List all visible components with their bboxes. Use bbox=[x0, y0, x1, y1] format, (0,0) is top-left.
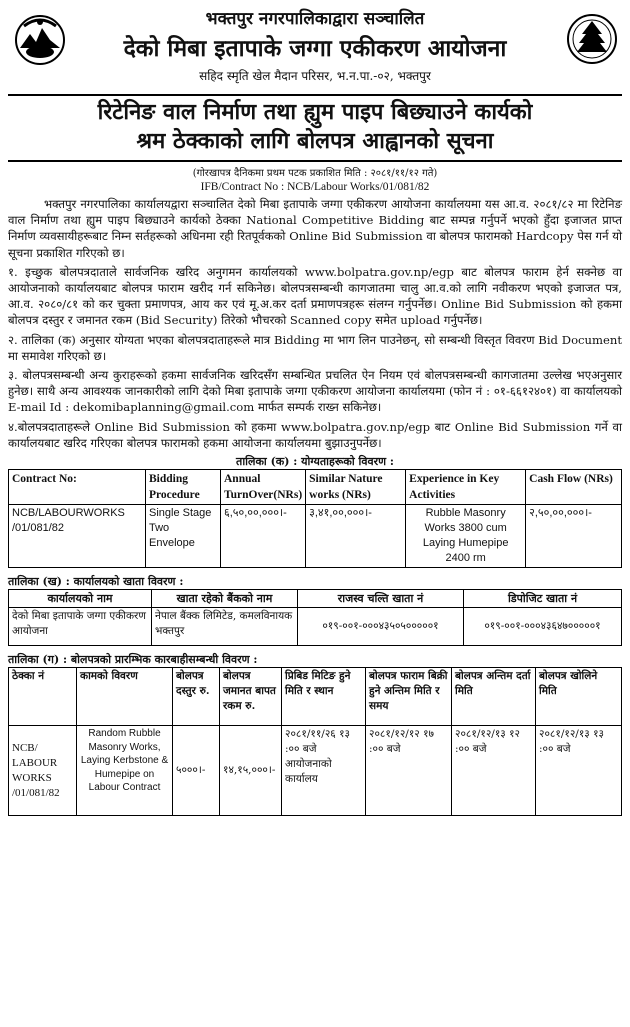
bid-process-table bbox=[8, 667, 622, 816]
municipality-seal-icon bbox=[566, 12, 618, 66]
table-header-cell: कामको विवरण bbox=[77, 668, 173, 726]
project-name: देको मिबा इतापाके जग्गा एकीकरण आयोजना bbox=[123, 36, 507, 62]
point-1: १. इच्छुक बोलपत्रदाताले सार्वजनिक खरिद अनुगमन कार्यालयको www.bolpatra.gov.np/egp बाट बोलपत्र फाराम हेर्न सक्नेछ वा आयोजनाको कार्यालयबाट बोलपत्र फाराम खरीद गर्न सकिनेछ। बोलपत्रसम्बन्धी कागजातमा चालु आ.व.को लागि नवीकरण भएको इजाजत पत्र, आ.व. २०८०/८१ को कर चुक्ता प्रमाणपत्र, आय कर एवं मू.अ.कर दर्ता प्रमाणपत्रहरू संलग्न गर्नुपर्नेछ। Online Bid Submission को हकमा बोलपत्र दस्तुर र जमानत रकम (Bid Security) तिरेको भौचरको Scanned copy समेत upload गर्नुपर्नेछ। bbox=[8, 264, 622, 328]
publication-date: (गोरखापत्र दैनिकमा प्रथम पटक प्रकाशित मिति : २०८१/११/१२ गते) bbox=[192, 168, 438, 179]
table-cell: Rubble Masonry Works 3800 cum Laying Humepipe 2400 rm bbox=[406, 505, 526, 568]
table-header-cell: बोलपत्र खोलिने मिति bbox=[536, 668, 622, 726]
table-header-row bbox=[9, 668, 622, 726]
table-header-cell: ठेक्का नं bbox=[9, 668, 77, 726]
table-header-cell: Annual TurnOver(NRs) bbox=[221, 470, 306, 505]
table-cell: २०८१/११/२६ १३ :०० बजे आयोजनाको कार्यालय bbox=[282, 726, 366, 816]
table-header-cell: Bidding Procedure bbox=[146, 470, 221, 505]
table-header-cell: डिपोजिट खाता नं bbox=[464, 590, 622, 608]
table-cell: २,५०,००,०००।- bbox=[526, 505, 622, 568]
point-3: ३. बोलपत्रसम्बन्धी अन्य कुराहरूको हकमा सार्वजनिक खरिदसँग सम्बन्धित प्रचलित ऐन नियम एवं बोलपत्रसम्बन्धी कागजातमा उल्लेख भएअनुसार हुनेछ। साथै अन्य आवश्यक जानकारीको लागि देको मिबा इतापाके जग्गा एकीकरण आयोजना कार्यालयमा (फोन नं : ०१-६६१२४०१) वा कार्यालयको E-mail Id : dekomibaplanning@gmail.com मार्फत सम्पर्क राख्न सकिनेछ। bbox=[8, 368, 622, 415]
intro-paragraph bbox=[8, 196, 622, 261]
title-line-1: रिटेनिङ वाल निर्माण तथा ह्युम पाइप बिछ्याउने कार्यको bbox=[97, 100, 533, 125]
table-header-cell: खाता रहेको बैंकको नाम bbox=[152, 590, 298, 608]
table-header-row bbox=[9, 470, 622, 505]
table-header-row bbox=[9, 590, 622, 608]
table-cell: देको मिबा इतापाके जग्गा एकीकरण आयोजना bbox=[9, 608, 152, 646]
table-row bbox=[9, 505, 622, 568]
table-row bbox=[9, 726, 622, 816]
table-header-cell: Experience in Key Activities bbox=[406, 470, 526, 505]
table-header-cell: Contract No: bbox=[9, 470, 146, 505]
title-line-2: श्रम ठेक्काको लागि बोलपत्र आह्वानको सूचना bbox=[136, 129, 494, 154]
table-cell: २०८१/१२/१२ १७ :०० बजे bbox=[366, 726, 452, 816]
table-cell: Single Stage Two Envelope bbox=[146, 505, 221, 568]
organization-line: भक्तपुर नगरपालिकाद्वारा सञ्चालित bbox=[205, 9, 425, 29]
table-ga-caption: तालिका (ग) : बोलपत्रको प्रारम्भिक कारबाहीसम्बन्धी विवरण : bbox=[8, 653, 258, 667]
bank-account-table bbox=[8, 589, 622, 646]
table-kha-caption: तालिका (ख) : कार्यालयको खाता विवरण : bbox=[8, 575, 184, 589]
table-cell: ०१९-००१-०००४३५०५०००००१ bbox=[298, 608, 464, 646]
intro-text: भक्तपुर नगरपालिका कार्यालयद्वारा सञ्चालित देको मिबा इतापाके जग्गा एकीकरण आयोजना कार्यालयमा यस आ.व. २०८१/८२ मा रिटेनिङ वाल निर्माण तथा ह्युम पाइप बिछ्याउने कार्यको ठेक्का National Competitive Bidding बाट सम्पन्न गर्नुपर्ने भएको हुँदा इजाजत प्राप्त निर्माण व्यवसायीहरूबाट निम्न सर्तहरूको अधिनमा रही रितपूर्वकको Online Bid Submission वा बोलपत्र फारामको Hardcopy पेस गर्न यो सूचना प्रकाशित गरिएको छ। bbox=[8, 197, 622, 260]
table-header-cell: प्रिबिड मिटिङ हुने मिति र स्थान bbox=[282, 668, 366, 726]
table-cell: २०८१/१२/१३ १३ :०० बजे bbox=[536, 726, 622, 816]
address-line: सहिद स्मृति खेल मैदान परिसर, भ.न.पा.-०२, भक्तपुर bbox=[199, 69, 431, 83]
table-header-cell: बोलपत्र दस्तुर रु. bbox=[173, 668, 220, 726]
header bbox=[8, 6, 622, 94]
table-ka-caption: तालिका (क) : योग्यताहरूको विवरण : bbox=[236, 455, 394, 469]
point-4: ४.बोलपत्रदाताहरूले Online Bid Submission को हकमा www.bolpatra.gov.np/egp बाट Online Bid Submission गर्ने वा कार्यालयबाट खरिद गरिएका बोलपत्र फारामको हकमा आयोजना कार्यालयमा बुझाउनुपर्नेछ। bbox=[8, 419, 622, 450]
table-cell: Random Rubble Masonry Works, Laying Kerbstone & Humepipe on Labour Contract bbox=[77, 726, 173, 816]
table-header-cell: बोलपत्र जमानत बापत रकम रु. bbox=[220, 668, 282, 726]
table-header-cell: बोलपत्र अन्तिम दर्ता मिति bbox=[452, 668, 536, 726]
table-cell: नेपाल बैंक्क लिमिटेड, कमलविनायक भक्तपुर bbox=[152, 608, 298, 646]
table-header-cell: Cash Flow (NRs) bbox=[526, 470, 622, 505]
table-cell: २०८१/१२/१३ १२ :०० बजे bbox=[452, 726, 536, 816]
nepal-emblem-icon bbox=[14, 12, 66, 66]
qualification-table bbox=[8, 469, 622, 568]
table-cell: ३,४१,००,०००।- bbox=[306, 505, 406, 568]
notice-title bbox=[8, 94, 622, 162]
table-header-cell: बोलपत्र फाराम बिक्री हुने अन्तिम मिति र समय bbox=[366, 668, 452, 726]
table-cell: NCB/ LABOUR WORKS /01/081/82 bbox=[9, 726, 77, 816]
ifb-number: IFB/Contract No : NCB/Labour Works/01/081/82 bbox=[200, 181, 430, 193]
table-cell: NCB/LABOURWORKS /01/081/82 bbox=[9, 505, 146, 568]
table-row bbox=[9, 608, 622, 646]
table-header-cell: राजस्व चल्ति खाता नं bbox=[298, 590, 464, 608]
table-header-cell: Similar Nature works (NRs) bbox=[306, 470, 406, 505]
table-cell: ६,५०,००,०००।- bbox=[221, 505, 306, 568]
table-cell: ०१९-००१-०००४३६४७०००००१ bbox=[464, 608, 622, 646]
point-2: २. तालिका (क) अनुसार योग्यता भएका बोलपत्रदाताहरूले मात्र Bidding मा भाग लिन पाउनेछन्, सो सम्बन्धी विस्तृत विवरण Bid Document मा समावेश गरिएको छ। bbox=[8, 332, 622, 363]
table-cell: १४,१५,०००।- bbox=[220, 726, 282, 816]
table-cell: ५०००।- bbox=[173, 726, 220, 816]
table-header-cell: कार्यालयको नाम bbox=[9, 590, 152, 608]
